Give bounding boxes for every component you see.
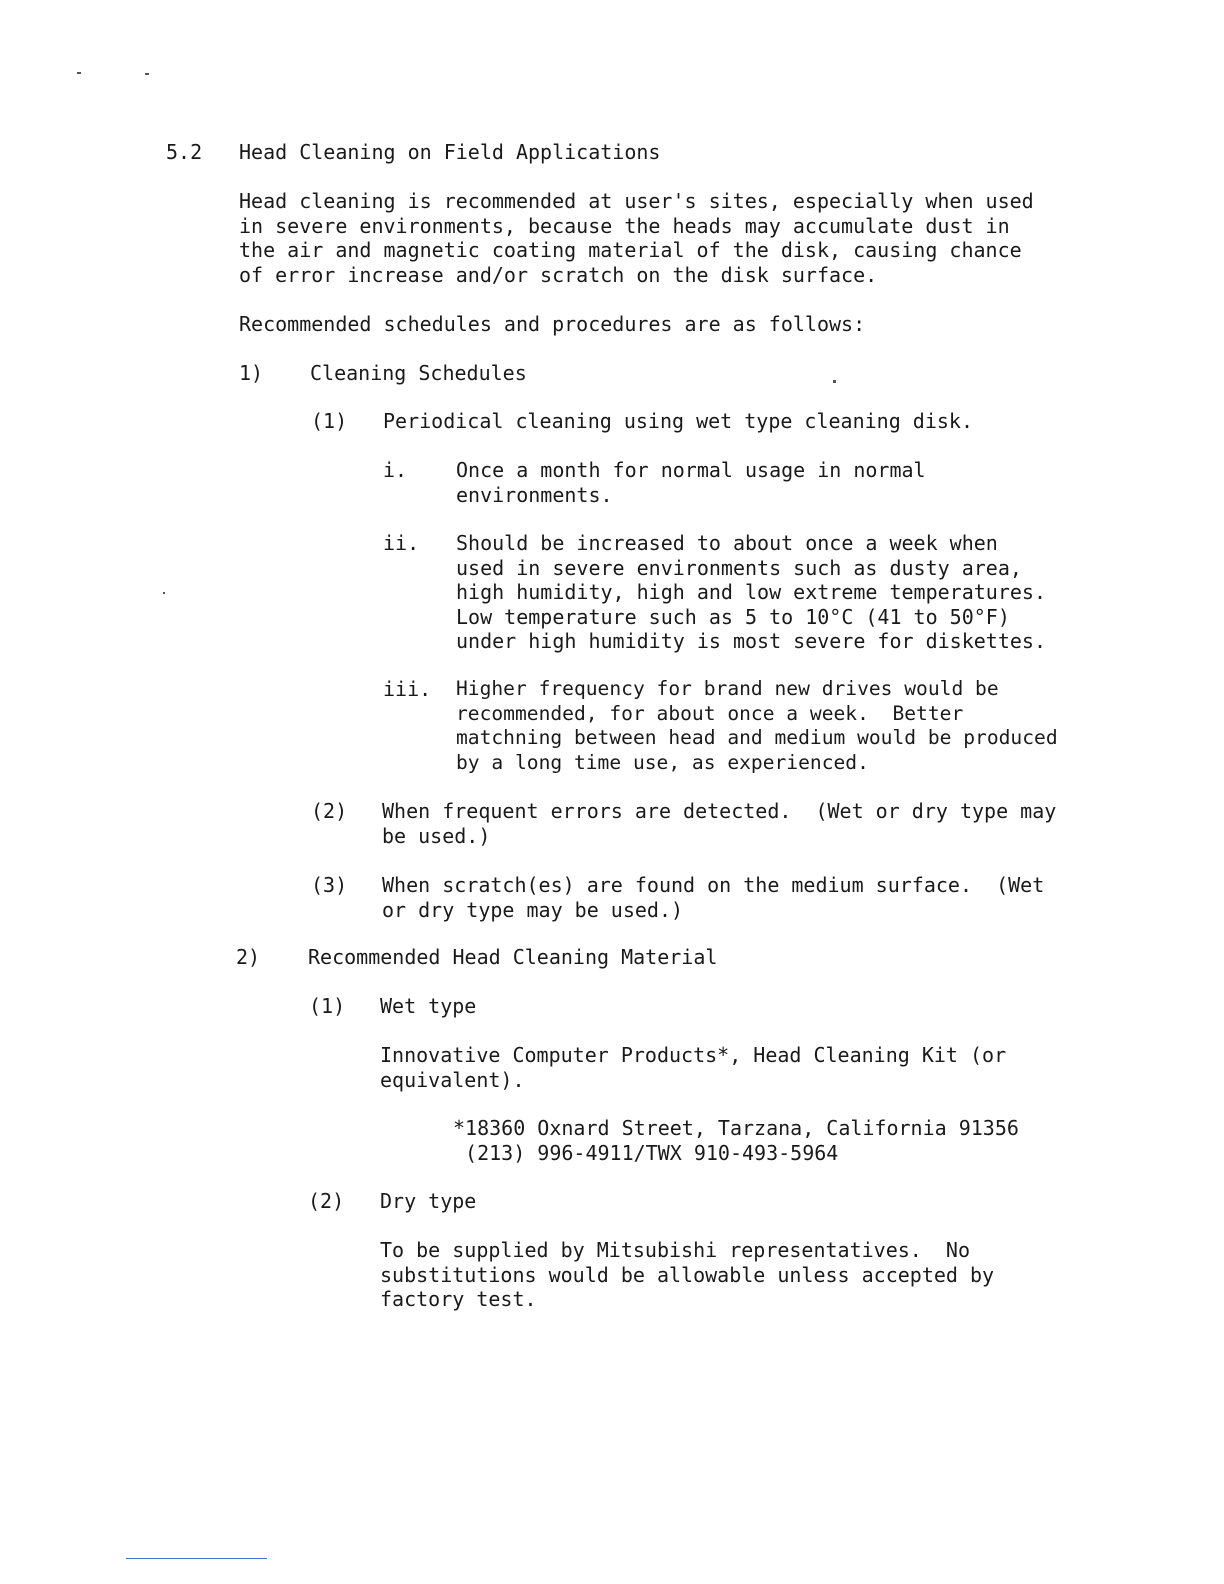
scan-speck: [145, 73, 149, 75]
section-number: 5.2: [166, 140, 203, 164]
schedule-2-number: (2): [311, 799, 348, 823]
supplier-address: *18360 Oxnard Street, Tarzana, California 91356 (213) 996-4911/TWX 910-493-5964: [453, 1116, 1019, 1165]
item-1-title: Cleaning Schedules: [310, 361, 527, 385]
lead-in-text: Recommended schedules and procedures are as follows:: [239, 312, 866, 336]
material-dry-text: To be supplied by Mitsubishi representatives. No substitutions would be allowable unless accepted by factory test.: [380, 1238, 995, 1311]
item-1-number: 1): [239, 361, 264, 385]
material-wet-title: Wet type: [380, 994, 477, 1018]
item-2-title: Recommended Head Cleaning Material: [308, 945, 718, 969]
schedule-2-text: When frequent errors are detected. (Wet or dry type may be used.): [382, 799, 1057, 848]
footer-rule: [126, 1558, 267, 1559]
point-i-number: i.: [383, 458, 408, 482]
schedule-3-number: (3): [311, 873, 348, 897]
scan-speck: [163, 592, 165, 594]
material-wet-text: Innovative Computer Products*, Head Cleaning Kit (or equivalent).: [380, 1043, 1007, 1092]
item-2-number: 2): [236, 945, 261, 969]
material-dry-number: (2): [308, 1189, 345, 1213]
point-iii-text: Higher frequency for brand new drives would be recommended, for about once a week. Better matchning between head and medium would be produced by a long time use, as experienced.: [456, 677, 1058, 774]
schedule-1-number: (1): [311, 409, 348, 433]
schedule-3-text: When scratch(es) are found on the medium surface. (Wet or dry type may be used.): [382, 873, 1045, 922]
scan-speck: [833, 380, 836, 383]
point-iii-number: iii.: [383, 677, 432, 701]
scan-speck: [77, 72, 81, 74]
point-ii-text: Should be increased to about once a week when used in severe environments such as dusty area, high humidity, high and low extreme temperatures. Low temperature such as 5 to 10°C (41 to 50°F) under high humidity is most severe for diskettes.: [456, 531, 1047, 653]
point-ii-number: ii.: [383, 531, 420, 555]
schedule-1-text: Periodical cleaning using wet type cleaning disk.: [383, 409, 974, 433]
section-title: Head Cleaning on Field Applications: [239, 140, 661, 164]
intro-paragraph: Head cleaning is recommended at user's sites, especially when used in severe environments, because the heads may accumulate dust in the air and magnetic coating material of the disk, causing chance of error increase and/or scratch on the disk surface.: [239, 189, 1034, 287]
point-i-text: Once a month for normal usage in normal environments.: [456, 458, 926, 507]
material-wet-number: (1): [309, 994, 346, 1018]
material-dry-title: Dry type: [380, 1189, 477, 1213]
